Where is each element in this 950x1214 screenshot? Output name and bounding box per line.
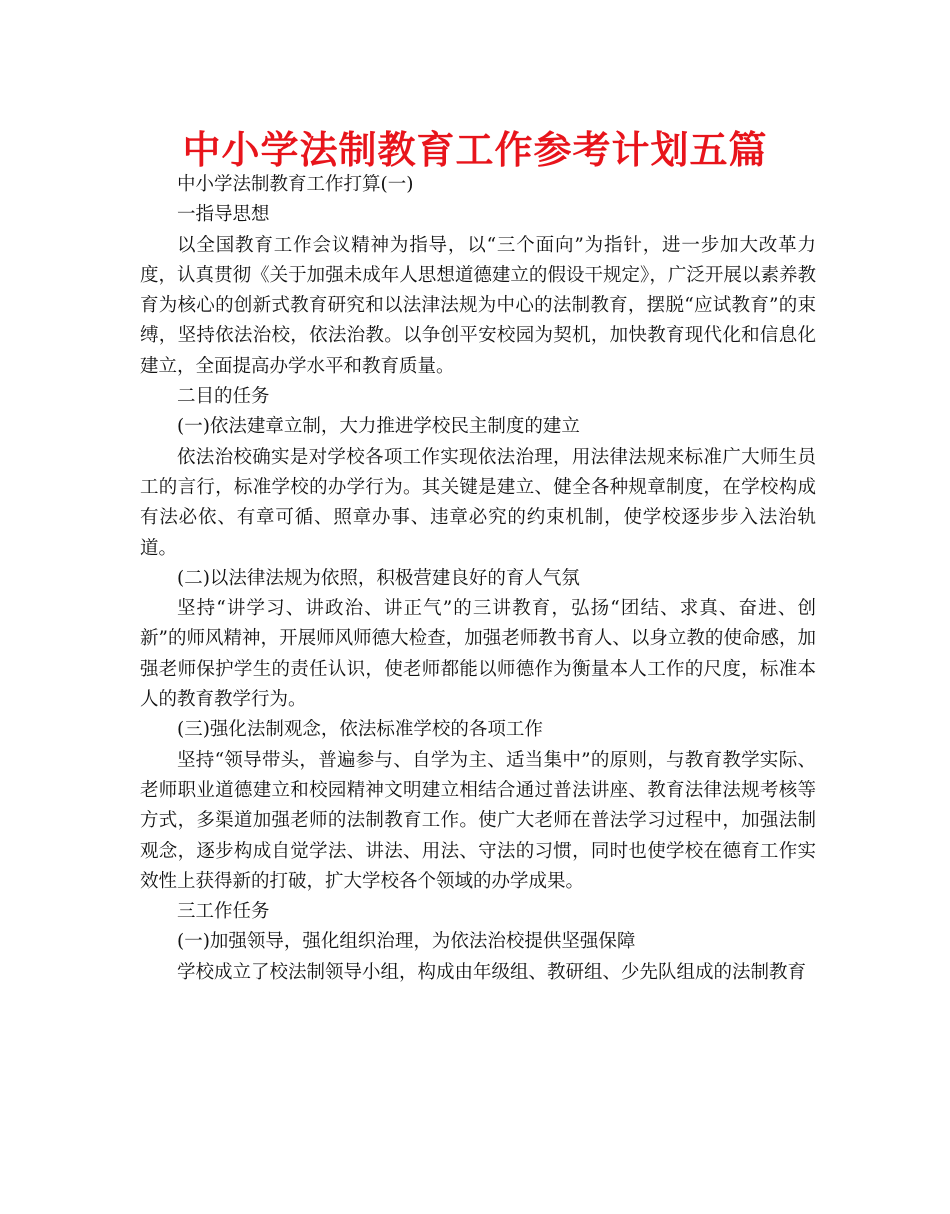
subsection-heading: (三)强化法制观念，依法标准学校的各项工作	[177, 719, 543, 741]
section-heading: 三工作任务	[177, 901, 270, 923]
subsection-heading: (一)加强领导，强化组织治理，为依法治校提供坚强保障	[177, 931, 636, 953]
body-paragraph: 以全国教育工作会议精神为指导，以“三个面向”为指针，进一步加大改革力度，认真贯彻《关于加强未成年人思想道德建立的假设干规定》，广泛开展以素养教育为核心的创新式教育研究和以法津法规为中心的法制教育，摆脱“应试教育”的束缚，坚持依法治校，依法治教。以争创平安校园为契机，加快教育现代化和信息化建立，全面提高办学水平和教育质量。	[140, 234, 816, 377]
body-paragraph: 依法治校确实是对学校各项工作实现依法治理，用法律法规来标准广大师生员工的言行，标准学校的办学行为。其关键是建立、健全各种规章制度，在学校构成有法必依、有章可循、照章办事、违章必究的约束机制，使学校逐步步入法治轨道。	[140, 446, 816, 559]
section-heading: 中小学法制教育工作打算(一)	[177, 174, 414, 195]
section-heading: 一指导思想	[177, 204, 270, 226]
body-paragraph: 坚持“领导带头，普遍参与、自学为主、适当集中”的原则，与教育教学实际、老师职业道德建立和校园精神文明建立相结合通过普法讲座、教育法律法规考核等方式，多渠道加强老师的法制教育工作。使广大老师在普法学习过程中，加强法制观念，逐步构成自觉学法、讲法、用法、守法的习惯，同时也使学校在德育工作实效性上获得新的打破，扩大学校各个领域的办学成果。	[140, 749, 816, 892]
body-paragraph: 坚持“讲学习、讲政治、讲正气”的三讲教育，弘扬“团结、求真、奋进、创新”的师风精神，开展师风师德大检查，加强老师教书育人、以身立教的使命感，加强老师保护学生的责任认识，使老师都能以师德作为衡量本人工作的尺度，标准本人的教育教学行为。	[140, 598, 816, 711]
section-heading: 二目的任务	[177, 386, 270, 408]
document-body	[140, 170, 816, 988]
subsection-heading: (一)依法建章立制，大力推进学校民主制度的建立	[177, 416, 580, 438]
document-title: 中小学法制教育工作参考计划五篇	[182, 128, 768, 172]
body-paragraph: 学校成立了校法制领导小组，构成由年级组、教研组、少先队组成的法制教育	[177, 961, 807, 983]
subsection-heading: (二)以法律法规为依照，积极营建良好的育人气氛	[177, 567, 580, 589]
